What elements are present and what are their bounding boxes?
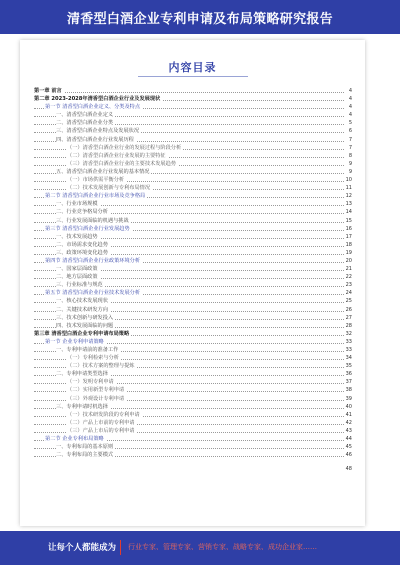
report-title: 清香型白酒企业专利申请及布局策略研究报告 (66, 12, 333, 27)
toc-entry[interactable] (34, 306, 352, 314)
toc-entry[interactable] (34, 378, 352, 386)
toc-entry-page: 16 (345, 225, 352, 232)
toc-entry-page: 7 (348, 144, 352, 151)
toc-entry-label: （一）发明专利申请 (67, 379, 114, 386)
toc-entry[interactable] (34, 411, 352, 419)
toc-entry-page: 18 (345, 241, 352, 248)
toc-entry[interactable] (34, 281, 352, 289)
toc-entry-label: 三、技术创新与研发投入 (56, 314, 114, 321)
toc-entry[interactable] (34, 200, 352, 208)
toc-entry-label: 第二节 清香型白酒企业行业市场及竞争格局 (45, 193, 146, 200)
toc-entry-page: 17 (345, 233, 352, 240)
toc-entry-page: 44 (345, 436, 352, 443)
toc-entry-page: 10 (345, 177, 352, 184)
document-page (20, 40, 365, 526)
toc-entry-label: 一、专利申请前的准备工作 (56, 347, 119, 353)
toc-entry-page: 11 (345, 185, 352, 192)
toc-entry[interactable] (34, 265, 352, 273)
toc-entry-label: 二、关键技术研发方向 (56, 306, 108, 313)
toc-entry[interactable] (34, 119, 352, 127)
toc-entry-label: （二）实用新型专利申请 (67, 387, 125, 394)
toc-entry-label: 第三节 清香型白酒企业行业发展趋势 (45, 225, 130, 232)
toc-entry[interactable] (34, 465, 352, 471)
toc-entry-page: 28 (345, 322, 352, 329)
toc-entry-label: 五、清香型白酒企业行业发展的基本情况 (56, 168, 150, 175)
toc-entry-page: 35 (345, 363, 352, 370)
toc-entry[interactable] (34, 395, 352, 403)
toc-entry-page: 48 (345, 465, 352, 471)
toc-entry-page: 22 (345, 274, 352, 281)
toc-entry-page: 13 (345, 201, 352, 208)
toc-entry-page: 4 (348, 96, 352, 103)
toc-entry[interactable] (34, 289, 352, 297)
toc-entry-page: 21 (345, 266, 352, 273)
toc-entry[interactable] (34, 111, 352, 119)
toc-heading: 内容目录 (168, 61, 217, 74)
toc-entry-label: 一、国家层面政策 (56, 266, 98, 273)
toc-entry-label: （一）市场供需平衡分析 (67, 177, 125, 184)
toc-entry[interactable] (34, 443, 352, 451)
toc-entry-page: 43 (345, 427, 352, 434)
toc-leader-dots (34, 92, 344, 93)
toc-entry-label: 第二章 2023-2028年清香型白酒企业行业及发展现状 (34, 96, 161, 103)
report-header (0, 0, 400, 34)
toc-entry-label: 二、清香型白酒企业分类 (56, 120, 114, 127)
footer-divider (120, 540, 121, 555)
toc-entry-page: 27 (345, 314, 352, 321)
toc-entry[interactable] (34, 160, 352, 168)
footer-slogan: 让每个人都能成为 (48, 543, 117, 553)
toc-entry-label: 三、清香型白酒企业特点及发展状况 (56, 128, 140, 135)
toc-entry-label: 第三章 清香型白酒企业专利申请布局策略 (34, 330, 130, 337)
toc-entry-label: 三、行业发展面临的机遇与挑战 (56, 217, 129, 224)
toc-entry[interactable] (34, 241, 352, 249)
toc-entry-label: （二）技术方案的整理与提炼 (67, 363, 135, 370)
toc-entry-label: （三）外观设计专利申请 (67, 395, 125, 402)
toc-entry-page: 25 (345, 298, 352, 305)
toc-entry[interactable] (34, 144, 352, 152)
toc-entry[interactable] (34, 322, 352, 330)
toc-entry-label: 二、地方层面政策 (56, 274, 98, 281)
toc-entry-label: 一、技术发展趋势 (56, 233, 98, 240)
toc-entry[interactable] (34, 273, 352, 281)
toc-entry-label: 一、专利布局的基本原则 (56, 444, 114, 451)
toc-entry[interactable] (34, 338, 352, 346)
toc-entry-label: 第五节 清香型白酒企业行业技术发展分析 (45, 290, 141, 297)
toc-entry-page: 37 (345, 379, 352, 386)
toc-entry-label: （二）技术发展创新与专利布局情况 (67, 185, 151, 192)
toc-entry[interactable] (34, 192, 352, 200)
toc-entry-page: 4 (348, 104, 352, 111)
toc-entry[interactable] (34, 103, 352, 111)
toc-entry-label: （三）清香型白酒企业行业的主要技术发展趋势 (67, 160, 176, 167)
toc-entry[interactable] (34, 95, 352, 103)
toc-entry-page: 20 (345, 257, 352, 264)
toc-entry-page: 40 (345, 403, 352, 410)
toc-entry-page: 41 (345, 411, 352, 418)
toc-entry-page: 26 (345, 306, 352, 313)
toc-entry-page: 9 (348, 160, 352, 167)
toc-entry[interactable] (34, 225, 352, 233)
toc-entry[interactable] (34, 136, 352, 144)
toc-entry-label: （一）专利检索与分析 (67, 355, 119, 362)
toc-heading-rule (138, 76, 248, 77)
toc-entry-label: 一、清香型白酒企业定义 (56, 112, 114, 119)
toc-entry-page: 8 (348, 152, 352, 159)
toc-entry-label: 三、政策环境变化趋势 (56, 249, 108, 256)
toc-entry-page: 34 (345, 355, 352, 362)
toc-entry-page: 23 (345, 282, 352, 289)
toc-entry-page: 9 (348, 168, 352, 175)
toc-entry-label: 第二节 企业专利布局策略 (45, 436, 104, 443)
toc-entry[interactable] (34, 87, 352, 95)
table-of-contents (34, 87, 352, 471)
toc-entry-label: 二、专利布局的主要模式 (56, 452, 114, 459)
toc-entry-page: 45 (345, 444, 352, 451)
toc-entry-label: 四、技术发展面临的问题 (56, 322, 114, 329)
toc-entry-label: 三、专利申请时机选择 (56, 403, 108, 410)
toc-entry-page: 14 (345, 209, 352, 216)
toc-entry-page: 38 (345, 387, 352, 394)
toc-entry-label: （二）产品上市前的专利申请 (67, 419, 135, 426)
toc-entry[interactable] (34, 370, 352, 378)
toc-entry-label: 二、行业竞争格局分析 (56, 209, 108, 216)
toc-entry-page: 19 (345, 249, 352, 256)
toc-entry-label: 一、行业市场规模 (56, 201, 98, 208)
toc-entry-label: 第一节 清香型白酒企业定义、分类及特点 (45, 104, 141, 111)
toc-entry-page: 7 (348, 136, 352, 143)
toc-entry[interactable] (34, 354, 352, 362)
toc-entry-label: 第一节 企业专利申请策略 (45, 338, 104, 345)
toc-entry[interactable] (34, 168, 352, 176)
toc-entry-label: 四、清香型白酒企业行业发展历程 (56, 136, 134, 143)
toc-entry-label: 二、市场需求变化趋势 (56, 241, 108, 248)
toc-entry[interactable] (34, 386, 352, 394)
toc-entry[interactable] (34, 419, 352, 427)
toc-entry[interactable] (34, 127, 352, 135)
toc-entry-label: （一）清香型白酒企业行业的发展过程与阶段分析 (67, 144, 182, 151)
toc-entry-label: 三、行业标准与规范 (56, 282, 103, 289)
toc-entry[interactable] (34, 314, 352, 322)
toc-entry[interactable] (34, 184, 352, 192)
toc-entry-page: 32 (345, 330, 352, 337)
toc-entry-label: 一、核心技术发展现状 (56, 298, 108, 305)
toc-entry-page: 33 (345, 347, 352, 353)
toc-entry[interactable] (34, 152, 352, 160)
toc-entry-label: 二、专利申请类型选择 (56, 371, 108, 378)
toc-entry-label: （三）产品上市后的专利申请 (67, 427, 135, 434)
report-footer (0, 531, 400, 565)
toc-entry-page: 12 (345, 193, 352, 200)
toc-entry[interactable] (34, 297, 352, 305)
toc-entry[interactable] (34, 176, 352, 184)
toc-entry-page: 5 (348, 120, 352, 127)
toc-entry[interactable] (34, 257, 352, 265)
toc-entry-page: 46 (345, 452, 352, 459)
toc-entry-label: （一）技术研发阶段的专利申请 (67, 411, 140, 418)
toc-entry[interactable] (34, 346, 352, 354)
toc-entry-page: 33 (345, 338, 352, 345)
toc-entry-page: 6 (348, 128, 352, 135)
toc-entry-page: 15 (345, 217, 352, 224)
toc-entry[interactable] (34, 451, 352, 459)
toc-entry-label: 第一章 前言 (34, 88, 62, 94)
toc-entry[interactable] (34, 217, 352, 225)
toc-entry[interactable] (34, 435, 352, 443)
toc-entry-page: 36 (345, 371, 352, 378)
toc-entry[interactable] (34, 249, 352, 257)
toc-entry[interactable] (34, 362, 352, 370)
footer-roles: 行业专家、管理专家、营销专家、战略专家、成功企业家…… (128, 543, 317, 551)
toc-entry-page: 39 (345, 395, 352, 402)
toc-entry[interactable] (34, 403, 352, 411)
toc-entry-page: 24 (345, 290, 352, 297)
toc-entry-label: 第四节 清香型白酒企业行业政策环境分析 (45, 257, 141, 264)
toc-entry[interactable] (34, 233, 352, 241)
toc-entry-label: （二）清香型白酒企业行业发展的主要特征 (67, 152, 166, 159)
toc-entry[interactable] (34, 208, 352, 216)
toc-entry[interactable] (34, 427, 352, 435)
toc-entry[interactable] (34, 330, 352, 338)
toc-entry-page: 42 (345, 419, 352, 426)
toc-entry-page: 4 (348, 88, 352, 94)
toc-entry-page: 4 (348, 112, 352, 119)
